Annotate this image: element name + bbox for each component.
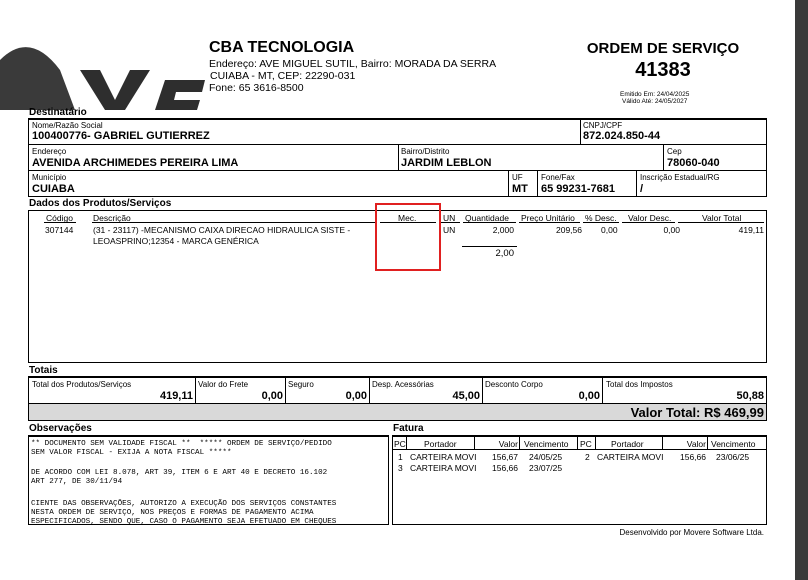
- invoice-col-pc-2: PC: [580, 439, 592, 449]
- row-code: 307144: [45, 225, 74, 235]
- discount-value: 0,00: [578, 390, 600, 402]
- installment-value: 156,66: [492, 463, 518, 473]
- col-discount-pct: % Desc.: [585, 213, 617, 223]
- freight-value: 0,00: [261, 390, 283, 402]
- installment-pc: 1: [398, 452, 403, 462]
- totals-section-title: Totais: [29, 365, 58, 376]
- installment-carrier: CARTEIRA MOVI: [410, 463, 477, 473]
- company-phone: Fone: 65 3616-8500: [209, 82, 304, 94]
- col-discount-value: Valor Desc.: [628, 213, 672, 223]
- freight-label: Valor do Frete: [198, 380, 249, 389]
- col-total: Valor Total: [702, 213, 742, 223]
- col-unit-price: Preço Unitário: [521, 213, 575, 223]
- invoice-section-title: Fatura: [393, 423, 424, 434]
- doc-number: 41383: [635, 59, 691, 81]
- invoice-col-value: Valor: [498, 439, 518, 449]
- col-un: UN: [443, 213, 456, 223]
- discount-label: Desconto Corpo: [485, 380, 543, 389]
- observations-section-title: Observações: [29, 423, 92, 434]
- installment-due: 24/05/25: [529, 452, 563, 462]
- observation-line: DE ACORDO COM LEI 8.078, ART 39, ITEM 6 E ART 40 E DECRETO 16.102: [31, 469, 328, 477]
- recipient-ie: /: [640, 183, 644, 195]
- installment-pc: 2: [585, 452, 590, 462]
- invoice-col-due-2: Vencimento: [711, 439, 756, 449]
- grand-total: Valor Total: R$ 469,99: [630, 405, 764, 420]
- company-logo: [0, 40, 210, 110]
- accessory-value: 45,00: [452, 390, 480, 402]
- doc-valid: Válido Até: 24/05/2027: [622, 98, 688, 105]
- recipient-uf: MT: [512, 183, 528, 195]
- observation-line: SEM VALOR FISCAL - EXIJA A NOTA FISCAL *****: [31, 449, 232, 457]
- recipient-city: CUIABA: [32, 183, 75, 195]
- cnpj-label: CNPJ/CPF: [583, 121, 623, 130]
- recipient-section-title: Destinatário: [29, 107, 87, 118]
- invoice-col-due: Vencimento: [524, 439, 569, 449]
- col-description: Descrição: [93, 213, 131, 223]
- invoice-col-pc: PC: [394, 439, 406, 449]
- installment-due: 23/06/25: [716, 452, 750, 462]
- recipient-district: JARDIM LEBLON: [401, 157, 492, 169]
- recipient-name: 100400776- GABRIEL GUTIERREZ: [32, 130, 210, 142]
- installment-value: 156,66: [680, 452, 706, 462]
- observation-line: ESPECIFICADOS, SENDO QUE, CASO O PAGAMENTO SEJA EFETUADO EM CHEQUES: [31, 518, 337, 525]
- recipient-address: AVENIDA ARCHIMEDES PEREIRA LIMA: [32, 157, 239, 169]
- company-city: CUIABA - MT, CEP: 22290-031: [210, 70, 356, 82]
- observation-line: ** DOCUMENTO SEM VALIDADE FISCAL ** ***** ORDEM DE SERVIÇO/PEDIDO: [31, 440, 332, 448]
- accessory-label: Desp. Acessórias: [372, 380, 434, 389]
- installment-value: 156,67: [492, 452, 518, 462]
- doc-title: ORDEM DE SERVIÇO: [586, 40, 740, 57]
- insurance-value: 0,00: [345, 390, 367, 402]
- row-un: UN: [443, 225, 456, 235]
- doc-issued: Emitido Em: 24/04/2025: [620, 91, 690, 98]
- col-quantity: Quantidade: [465, 213, 509, 223]
- name-label: Nome/Razão Social: [32, 121, 103, 130]
- observations-box: [28, 436, 389, 525]
- highlight-mec-column: [375, 203, 441, 271]
- observation-line: CIENTE DAS OBSERVAÇÕES, AUTORIZO A EXECUÇÃO DOS SERVIÇOS CONSTANTES: [31, 500, 337, 508]
- invoice-col-value-2: Valor: [686, 439, 706, 449]
- installment-carrier: CARTEIRA MOVI: [410, 452, 477, 462]
- address-label: Endereço: [32, 147, 67, 156]
- total-products: 419,11: [159, 390, 193, 402]
- city-label: Município: [32, 173, 67, 182]
- company-name: CBA TECNOLOGIA: [209, 39, 355, 56]
- products-section-title: Dados dos Produtos/Serviços: [29, 198, 172, 209]
- observation-line: ART 277, DE 30/11/94: [31, 478, 123, 486]
- row-unit-price: 209,56: [556, 225, 582, 235]
- row-desc-line2: LEOASPRINO;12354 - MARCA GENÉRICA: [93, 236, 259, 246]
- cep-label: Cep: [667, 147, 682, 156]
- total-products-label: Total dos Produtos/Serviços: [32, 380, 132, 389]
- taxes-value: 50,88: [736, 390, 764, 402]
- row-discount-pct: 0,00: [601, 225, 618, 235]
- district-label: Bairro/Distrito: [401, 147, 450, 156]
- row-total: 419,11: [738, 225, 764, 235]
- invoice-col-carrier-2: Portador: [611, 439, 644, 449]
- recipient-cnpj: 872.024.850-44: [583, 130, 661, 142]
- phone-label: Fone/Fax: [541, 173, 575, 182]
- row-discount-value: 0,00: [663, 225, 680, 235]
- invoice-col-carrier: Portador: [424, 439, 457, 449]
- footer-credit: Desenvolvido por Movere Software Ltda.: [619, 528, 764, 537]
- page-edge: [795, 0, 808, 580]
- recipient-phone: 65 99231-7681: [541, 183, 616, 195]
- row-qty: 2,000: [492, 225, 514, 235]
- observation-line: NESTA ORDEM DE SERVIÇO, NOS PREÇOS E FORMAS DE PAGAMENTO ACIMA: [31, 509, 314, 517]
- uf-label: UF: [512, 173, 523, 182]
- col-code: Código: [46, 213, 73, 223]
- col-mec: Mec.: [398, 213, 417, 223]
- taxes-label: Total dos Impostos: [606, 380, 673, 389]
- company-address: Endereço: AVE MIGUEL SUTIL, Bairro: MORADA DA SERRA: [209, 58, 497, 70]
- installment-due: 23/07/25: [529, 463, 563, 473]
- quantity-total: 2,00: [495, 248, 514, 259]
- row-desc-line1: (31 - 23117) -MECANISMO CAIXA DIRECAO HIDRAULICA SISTE -: [93, 225, 351, 235]
- installment-carrier: CARTEIRA MOVI: [597, 452, 664, 462]
- insurance-label: Seguro: [288, 380, 314, 389]
- installment-pc: 3: [398, 463, 403, 473]
- ie-label: Inscrição Estadual/RG: [640, 173, 720, 182]
- recipient-cep: 78060-040: [667, 157, 720, 169]
